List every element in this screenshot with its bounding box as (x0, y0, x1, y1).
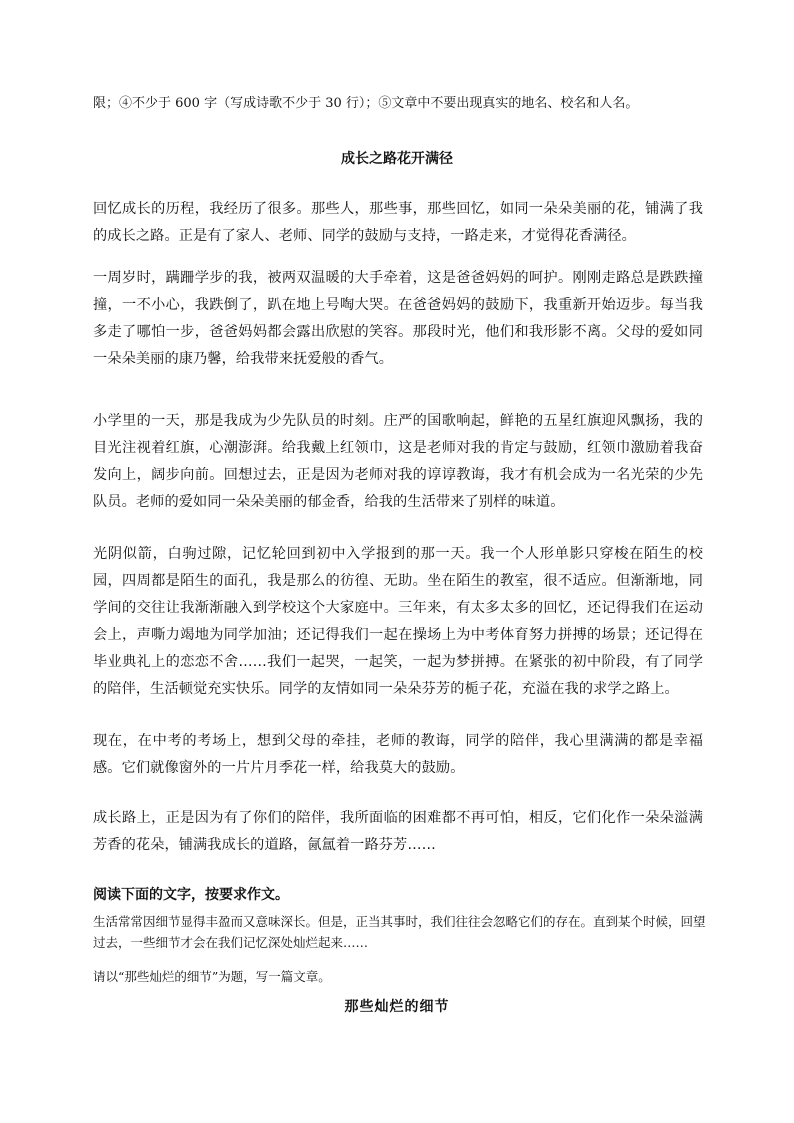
essay-paragraph-5: 现在，在中考的考场上，想到父母的牵挂，老师的教诲，同学的陪伴，我心里满满的都是幸福感。它们就像窗外的一片片月季花一样，给我莫大的鼓励。 (93, 733, 703, 776)
writing-requirements-line: 限；④不少于 600 字（写成诗歌不少于 30 行）；⑤文章中不要出现真实的地名、校名和人名。 (93, 96, 639, 111)
prompt-essay-title: 那些灿烂的细节 (344, 999, 450, 1015)
essay-paragraph-2: 一周岁时，蹒跚学步的我，被两双温暖的大手牵着，这是爸爸妈妈的呵护。刚刚走路总是跌跌撞撞，一不小心，我跌倒了，趴在地上号啕大哭。在爸爸妈妈的鼓励下，我重新开始迈步。每当我多走了哪怕一步，爸爸妈妈都会露出欣慰的笑容。那段时光，他们和我形影不离。父母的爱如同一朵朵美丽的康乃馨，给我带来抚爱般的香气。 (93, 270, 703, 367)
essay-paragraph-1: 回忆成长的历程，我经历了很多。那些人，那些事，那些回忆，如同一朵朵美丽的花，铺满了我的成长之路。正是有了家人、老师、同学的鼓励与支持，一路走来，才觉得花香满径。 (93, 201, 703, 244)
prompt-instruction: 请以“那些灿烂的细节”为题，写一篇文章。 (93, 969, 331, 984)
essay-title: 成长之路花开满径 (341, 151, 453, 167)
essay-paragraph-6: 成长路上，正是因为有了你们的陪伴，我所面临的困难都不再可怕，相反，它们化作一朵朵溢满芳香的花朵，铺满我成长的道路，氤氲着一路芬芳…… (93, 810, 703, 853)
prompt-heading: 阅读下面的文字，按要求作文。 (93, 887, 289, 903)
prompt-text: 生活常常因细节显得丰盈而又意味深长。但是，正当其事时，我们往往会忽略它们的存在。直到某个时候，回望过去，一些细节才会在我们记忆深处灿烂起来…… (93, 914, 706, 950)
essay-paragraph-3: 小学里的一天，那是我成为少先队员的时刻。庄严的国歌响起，鲜艳的五星红旗迎风飘扬，我的目光注视着红旗，心潮澎湃。给我戴上红领巾，这是老师对我的肯定与鼓励，红领巾激励着我奋发向上，阔步向前。回想过去，正是因为老师对我的谆谆教诲，我才有机会成为一名光荣的少先队员。老师的爱如同一朵朵美丽的郁金香，给我的生活带来了别样的味道。 (93, 413, 703, 510)
essay-paragraph-4: 光阴似箭，白驹过隙，记忆轮回到初中入学报到的那一天。我一个人形单影只穿梭在陌生的校园，四周都是陌生的面孔，我是那么的彷徨、无助。坐在陌生的教室，很不适应。但渐渐地，同学间的交往让我渐渐融入到学校这个大家庭中。三年来，有太多太多的回忆，还记得我们在运动会上，声嘶力竭地为同学加油；还记得我们一起在操场上为中考体育努力拼搏的场景；还记得在毕业典礼上的恋恋不舍……我们一起哭，一起笑，一起为梦拼搏。在紧张的初中阶段，有了同学的陪伴，生活顿觉充实快乐。同学的友情如同一朵朵芬芳的栀子花，充溢在我的求学之路上。 (93, 546, 703, 697)
